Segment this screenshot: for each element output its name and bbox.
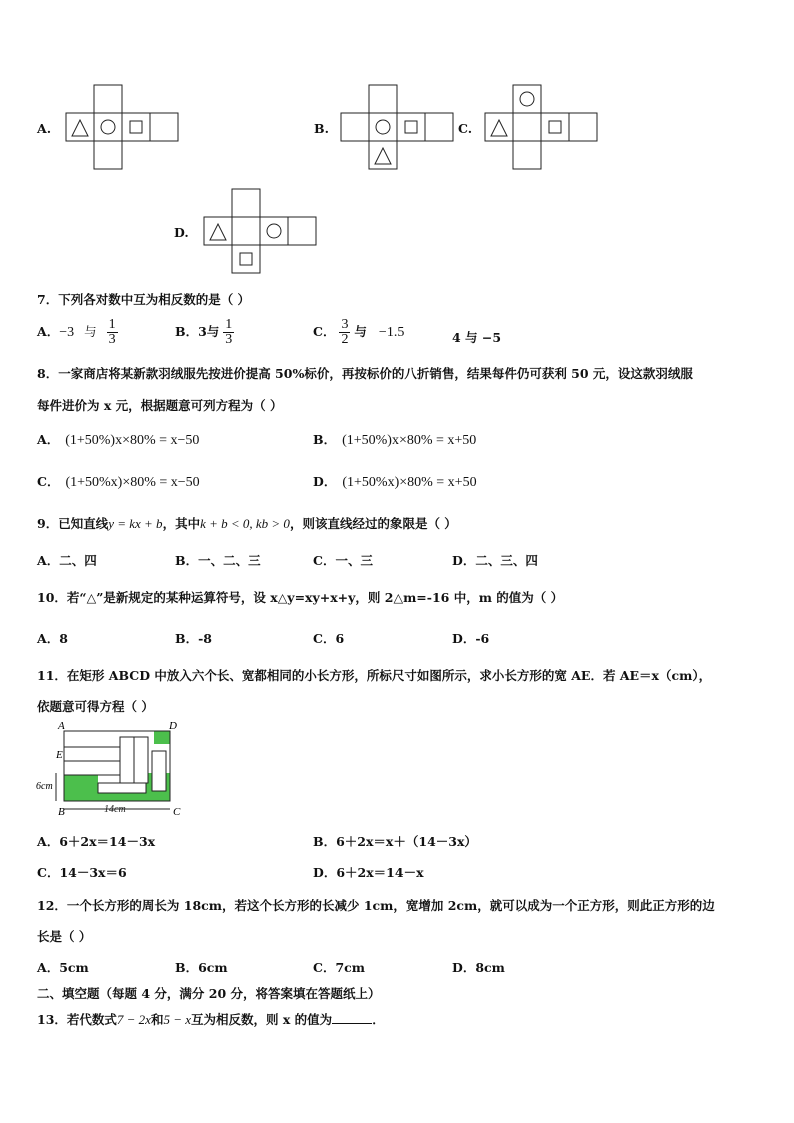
question-8-line1: 8．一家商店将某新款羽绒服先按进价提高 50%标价，再按标价的八折销售，结果每件仍可获利 50 元，设这款羽绒服: [37, 366, 693, 381]
answer-blank[interactable]: [332, 1011, 372, 1024]
question-8-line2: 每件进价为 x 元，根据题意可列方程为（ ）: [37, 398, 283, 413]
option-b-label: B.: [314, 121, 329, 136]
shaded-region: [154, 731, 170, 744]
section-heading: 二、填空题（每题 4 分，满分 20 分，将答案填在答题纸上）: [37, 986, 381, 1001]
q7-option-d[interactable]: 4 与 −5: [452, 330, 502, 345]
option-c-label: C.: [458, 121, 473, 136]
vertex-label: D: [169, 720, 177, 732]
height-label: 6cm: [36, 781, 53, 792]
q12-option-b[interactable]: B．6cm: [175, 960, 228, 975]
q7-option-b[interactable]: B．3与 $\frac{1}{3}$: [175, 317, 233, 347]
vertex-label: B: [58, 806, 65, 818]
cube-net-a: [60, 84, 184, 174]
q9-option-c[interactable]: C．一、三: [313, 553, 373, 568]
option-d-label: D.: [174, 225, 189, 240]
question-12-line1: 12．一个长方形的周长为 18cm，若这个长方形的长减少 1cm，宽增加 2cm，就可以成为一个正方形，则此正方形的边: [37, 898, 715, 913]
q9-option-a[interactable]: A．二、四: [37, 553, 97, 568]
width-label: 14cm: [104, 804, 126, 815]
triangle-icon: [491, 120, 507, 136]
q10-option-b[interactable]: B．-8: [175, 631, 212, 646]
cube-net-d: [200, 188, 324, 278]
option-a-label: A.: [37, 121, 52, 136]
triangle-icon: [210, 224, 226, 240]
q8-option-b[interactable]: B． (1+50%)x×80% = x+50: [313, 432, 477, 448]
cube-net-b: [340, 84, 464, 174]
q10-option-c[interactable]: C．6: [313, 631, 345, 646]
q8-option-a[interactable]: A． (1+50%)x×80% = x−50: [37, 432, 200, 448]
q11-option-a[interactable]: A．6＋2x＝14－3x: [37, 834, 156, 849]
square-icon: [405, 121, 417, 133]
q11-option-c[interactable]: C．14－3x＝6: [37, 865, 127, 880]
vertex-label: E: [56, 749, 63, 761]
question-11-line2: 依题意可得方程（ ）: [37, 699, 154, 714]
fraction: $\frac{1}{3}$: [225, 317, 233, 347]
rectangle-figure: [34, 719, 194, 819]
q8-option-c[interactable]: C． (1+50%x)×80% = x−50: [37, 474, 200, 490]
question-9-stem: 9．已知直线y = kx + b，其中k + b < 0, kb > 0，则该直线经过的象限是（ ）: [37, 516, 457, 531]
q12-option-a[interactable]: A．5cm: [37, 960, 89, 975]
question-7-stem: 7．下列各对数中互为相反数的是（ ）: [37, 292, 251, 307]
q7-option-c[interactable]: C． $\frac{3}{2}$ 与 −1.5: [313, 317, 405, 347]
q11-option-d[interactable]: D．6＋2x＝14－x: [313, 865, 424, 880]
question-12-line2: 长是（ ）: [37, 929, 92, 944]
question-10-stem: 10．若“△”是新规定的某种运算符号，设 x△y=xy+x+y，则 2△m=-16 中，m 的值为（ ）: [37, 590, 564, 605]
triangle-icon: [72, 120, 88, 136]
vertex-label: A: [58, 720, 65, 732]
q8-option-d[interactable]: D． (1+50%x)×80% = x+50: [313, 474, 477, 490]
q9-option-d[interactable]: D．二、三、四: [452, 553, 538, 568]
circle-icon: [101, 120, 115, 134]
question-11-line1: 11．在矩形 ABCD 中放入六个长、宽都相同的小长方形，所标尺寸如图所示，求小长方形的宽 AE．若 AE＝x（cm），: [37, 668, 712, 683]
circle-icon: [376, 120, 390, 134]
q12-option-d[interactable]: D．8cm: [452, 960, 505, 975]
q10-option-a[interactable]: A．8: [37, 631, 68, 646]
square-icon: [130, 121, 142, 133]
q11-option-b[interactable]: B．6＋2x＝x＋（14－3x）: [313, 834, 477, 849]
q7-option-a[interactable]: A．−3 与 $\frac{1}{3}$: [37, 317, 116, 347]
fraction: $\frac{1}{3}$: [108, 317, 116, 347]
fraction: $\frac{3}{2}$: [341, 317, 349, 347]
cube-net-c: [484, 84, 604, 174]
circle-icon: [520, 92, 534, 106]
q12-option-c[interactable]: C．7cm: [313, 960, 365, 975]
circle-icon: [267, 224, 281, 238]
square-icon: [240, 253, 252, 265]
triangle-icon: [375, 148, 391, 164]
q9-option-b[interactable]: B．一、二、三: [175, 553, 261, 568]
vertex-label: C: [173, 806, 181, 818]
q10-option-d[interactable]: D．-6: [452, 631, 490, 646]
question-13-stem: 13．若代数式7 − 2x和5 − x互为相反数，则 x 的值为 ．: [37, 1012, 385, 1027]
square-icon: [549, 121, 561, 133]
